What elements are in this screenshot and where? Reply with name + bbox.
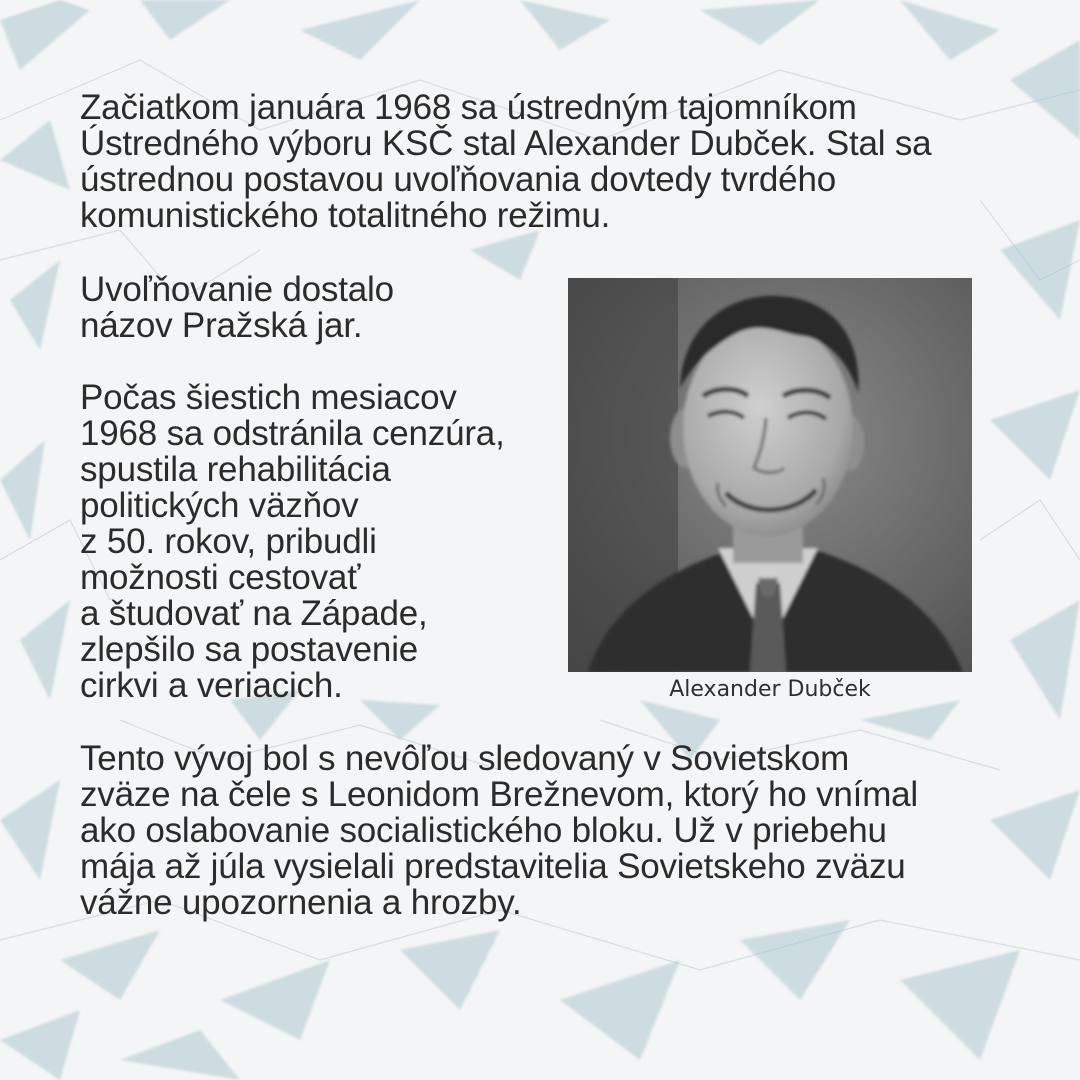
intro-paragraph: Začiatkom januára 1968 sa ústredným tajomníkom Ústredného výboru KSČ stal Alexander Dubček. Stal sa ústrednou postavou uvoľňovania dovtedy tvrdého komunistického totalitného režimu.: [80, 88, 932, 235]
soviet-reaction-paragraph: Tento vývoj bol s nevôľou sledovaný v Sovietskom zväze na čele s Leonidom Brežnevom, ktorý ho vnímal ako oslabovanie socialistického bloku. Už v priebehu mája až júla vysielali predstavitelia Sovietskeho zväzu vážne upozornenia a hrozby.: [80, 739, 918, 922]
photo-caption: Alexander Dubček: [669, 677, 871, 702]
reforms-paragraph: Počas šiestich mesiacov 1968 sa odstránila cenzúra, spustila rehabilitácia politických väzňov z 50. rokov, pribudli možnosti cestovať a študovať na Západe, zlepšilo sa postavenie cirkvi a veriacich.: [80, 378, 505, 705]
prague-spring-paragraph: Uvoľňovanie dostalo názov Pražská jar.: [80, 270, 394, 345]
portrait-illustration: [568, 278, 972, 672]
dubcek-portrait-photo: [568, 278, 972, 672]
